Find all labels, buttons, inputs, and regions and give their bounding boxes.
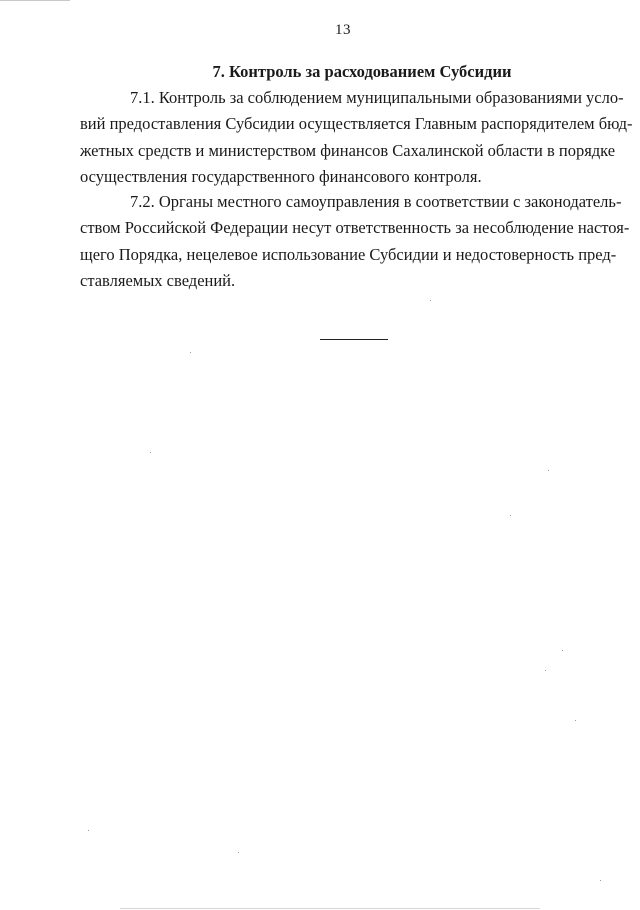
paragraph-line: 7.1. Контроль за соблюдением муниципальными образованиями усло- [130, 88, 624, 107]
paragraph-7-1 [80, 85, 633, 190]
scan-speck [150, 452, 151, 453]
scan-edge-mark [120, 908, 540, 909]
paragraph-line: щего Порядка, нецелевое использование Субсидии и недостоверность пред- [80, 244, 617, 264]
scan-speck [545, 670, 546, 671]
scan-speck [548, 470, 549, 471]
scan-speck [575, 720, 576, 721]
scan-speck [430, 300, 431, 301]
paragraph-line: жетных средств и министерством финансов Сахалинской области в порядке [80, 140, 616, 160]
scan-speck [190, 352, 191, 353]
paragraph-line: 7.2. Органы местного самоуправления в соответствии с законодатель- [130, 192, 622, 211]
scan-speck [562, 650, 563, 651]
scan-speck [238, 852, 239, 853]
paragraph-line: осуществления государственного финансового контроля. [80, 166, 482, 186]
paragraph-7-2 [80, 189, 630, 294]
paragraph-line: вий предоставления Субсидии осуществляется Главным распорядителем бюд- [80, 114, 633, 134]
scan-speck [510, 515, 511, 516]
scan-speck [88, 830, 89, 831]
end-of-text-rule [320, 339, 388, 340]
paragraph-line: ставляемых сведений. [80, 270, 236, 290]
section-heading: 7. Контроль за расходованием Субсидии [212, 62, 512, 81]
page-number: 13 [335, 22, 351, 38]
paragraph-line: ством Российской Федерации несут ответственность за несоблюдение настоя- [80, 218, 630, 238]
scan-speck [600, 880, 601, 881]
scan-edge-mark [0, 0, 70, 1]
